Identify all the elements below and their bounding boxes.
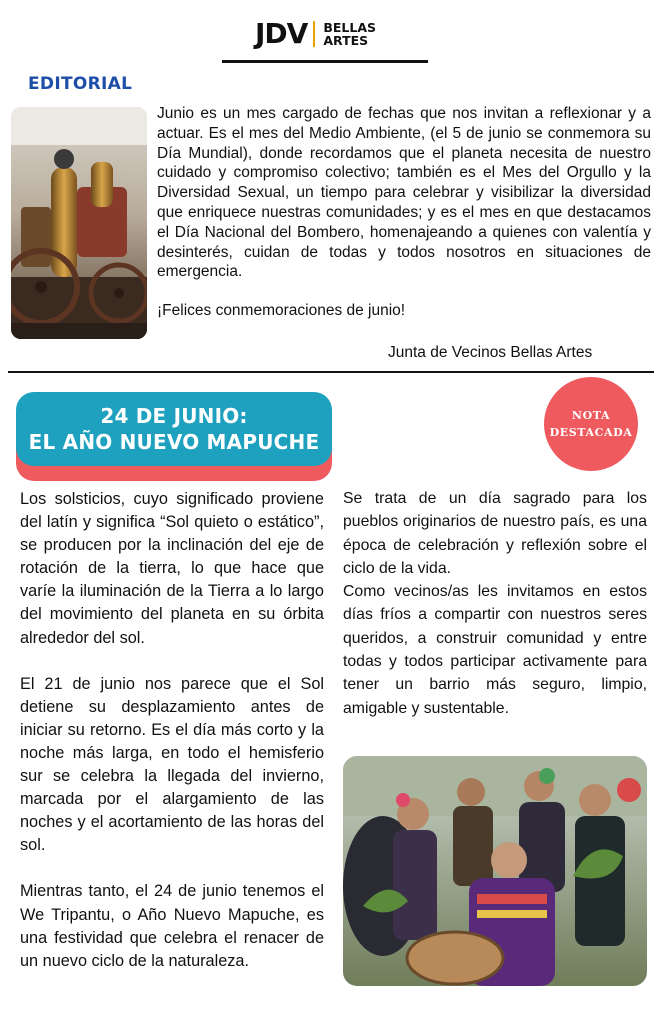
mapuche-celebration-photo (343, 756, 647, 986)
logo-text-line1: BELLAS (323, 20, 377, 35)
badge-line1: NOTA (571, 409, 611, 422)
header-divider (222, 60, 428, 63)
feature-title (16, 392, 332, 466)
featured-badge (544, 377, 638, 471)
logo-text (323, 21, 376, 47)
editorial-body: Junio es un mes cargado de fechas que nos invitan a reflexionar y a actuar. Es el mes del Medio Ambiente, (el 5 de junio se conmemora su Día Mundial), donde recordamos que el planeta necesita de nuestro cuidado y compromiso colectivo; también es el Mes del Orgullo y la Diversidad Sexual, un tiempo para celebrar y visibilizar la diversidad que enriquece nuestras comunidades; y es el mes en que destacamos el Día Nacional del Bombero, homenajeando a quienes con valentía y desinterés, cuidan de todas y todos nosotros en situaciones de emergencia. (157, 105, 651, 281)
section-divider (8, 371, 654, 373)
badge-line2: DESTACADA (549, 426, 633, 439)
left-paragraph: Los solsticios, cuyo significado proviene del latín y significa “Sol quieto o estático”, se producen por la inclinación del eje de rotación de la tierra, lo que hace que varíe la iluminación de la Tierra a lo largo del movimiento del planeta en su órbita alrededor del sol. (20, 490, 324, 647)
left-column (20, 488, 324, 996)
editorial-greeting: ¡Felices conmemoraciones de junio! (157, 302, 406, 319)
right-paragraph: Se trata de un día sagrado para los pueblos originarios de nuestro país, es una época de celebración y reflexión sobre el ciclo de la vida. (343, 490, 647, 577)
feature-title-line2: EL AÑO NUEVO MAPUCHE (28, 430, 320, 454)
logo-text-line2: ARTES (323, 33, 369, 48)
logo-mark: JDV (255, 17, 308, 50)
editorial-heading: EDITORIAL (28, 74, 133, 94)
left-paragraph: El 21 de junio nos parece que el Sol detiene su desplazamiento antes de iniciar su retorno. Es el día más corto y la noche más larga, en todo el hemisferio sur se celebra la llegada del invierno, marcada por el alargamiento de las noches y el acortamiento de las horas del sol. (20, 674, 324, 855)
logo-divider (313, 21, 315, 47)
right-paragraph: Como vecinos/as les invitamos en estos días fríos a compartir con nuestros seres queridos, a construir comunidad y entre todas y todos participar activamente para tener un barrio más seguro, limpio, amigable y sustentable. (343, 583, 647, 717)
brand-logo (255, 18, 376, 50)
fire-engine-photo (11, 107, 147, 339)
editorial-signature: Junta de Vecinos Bellas Artes (388, 344, 593, 361)
left-paragraph: Mientras tanto, el 24 de junio tenemos el We Tripantu, o Año Nuevo Mapuche, es una festividad que celebra el renacer de un nuevo ciclo de la naturaleza. (20, 882, 324, 970)
feature-title-line1: 24 DE JUNIO: (100, 404, 248, 428)
right-column (343, 487, 647, 720)
